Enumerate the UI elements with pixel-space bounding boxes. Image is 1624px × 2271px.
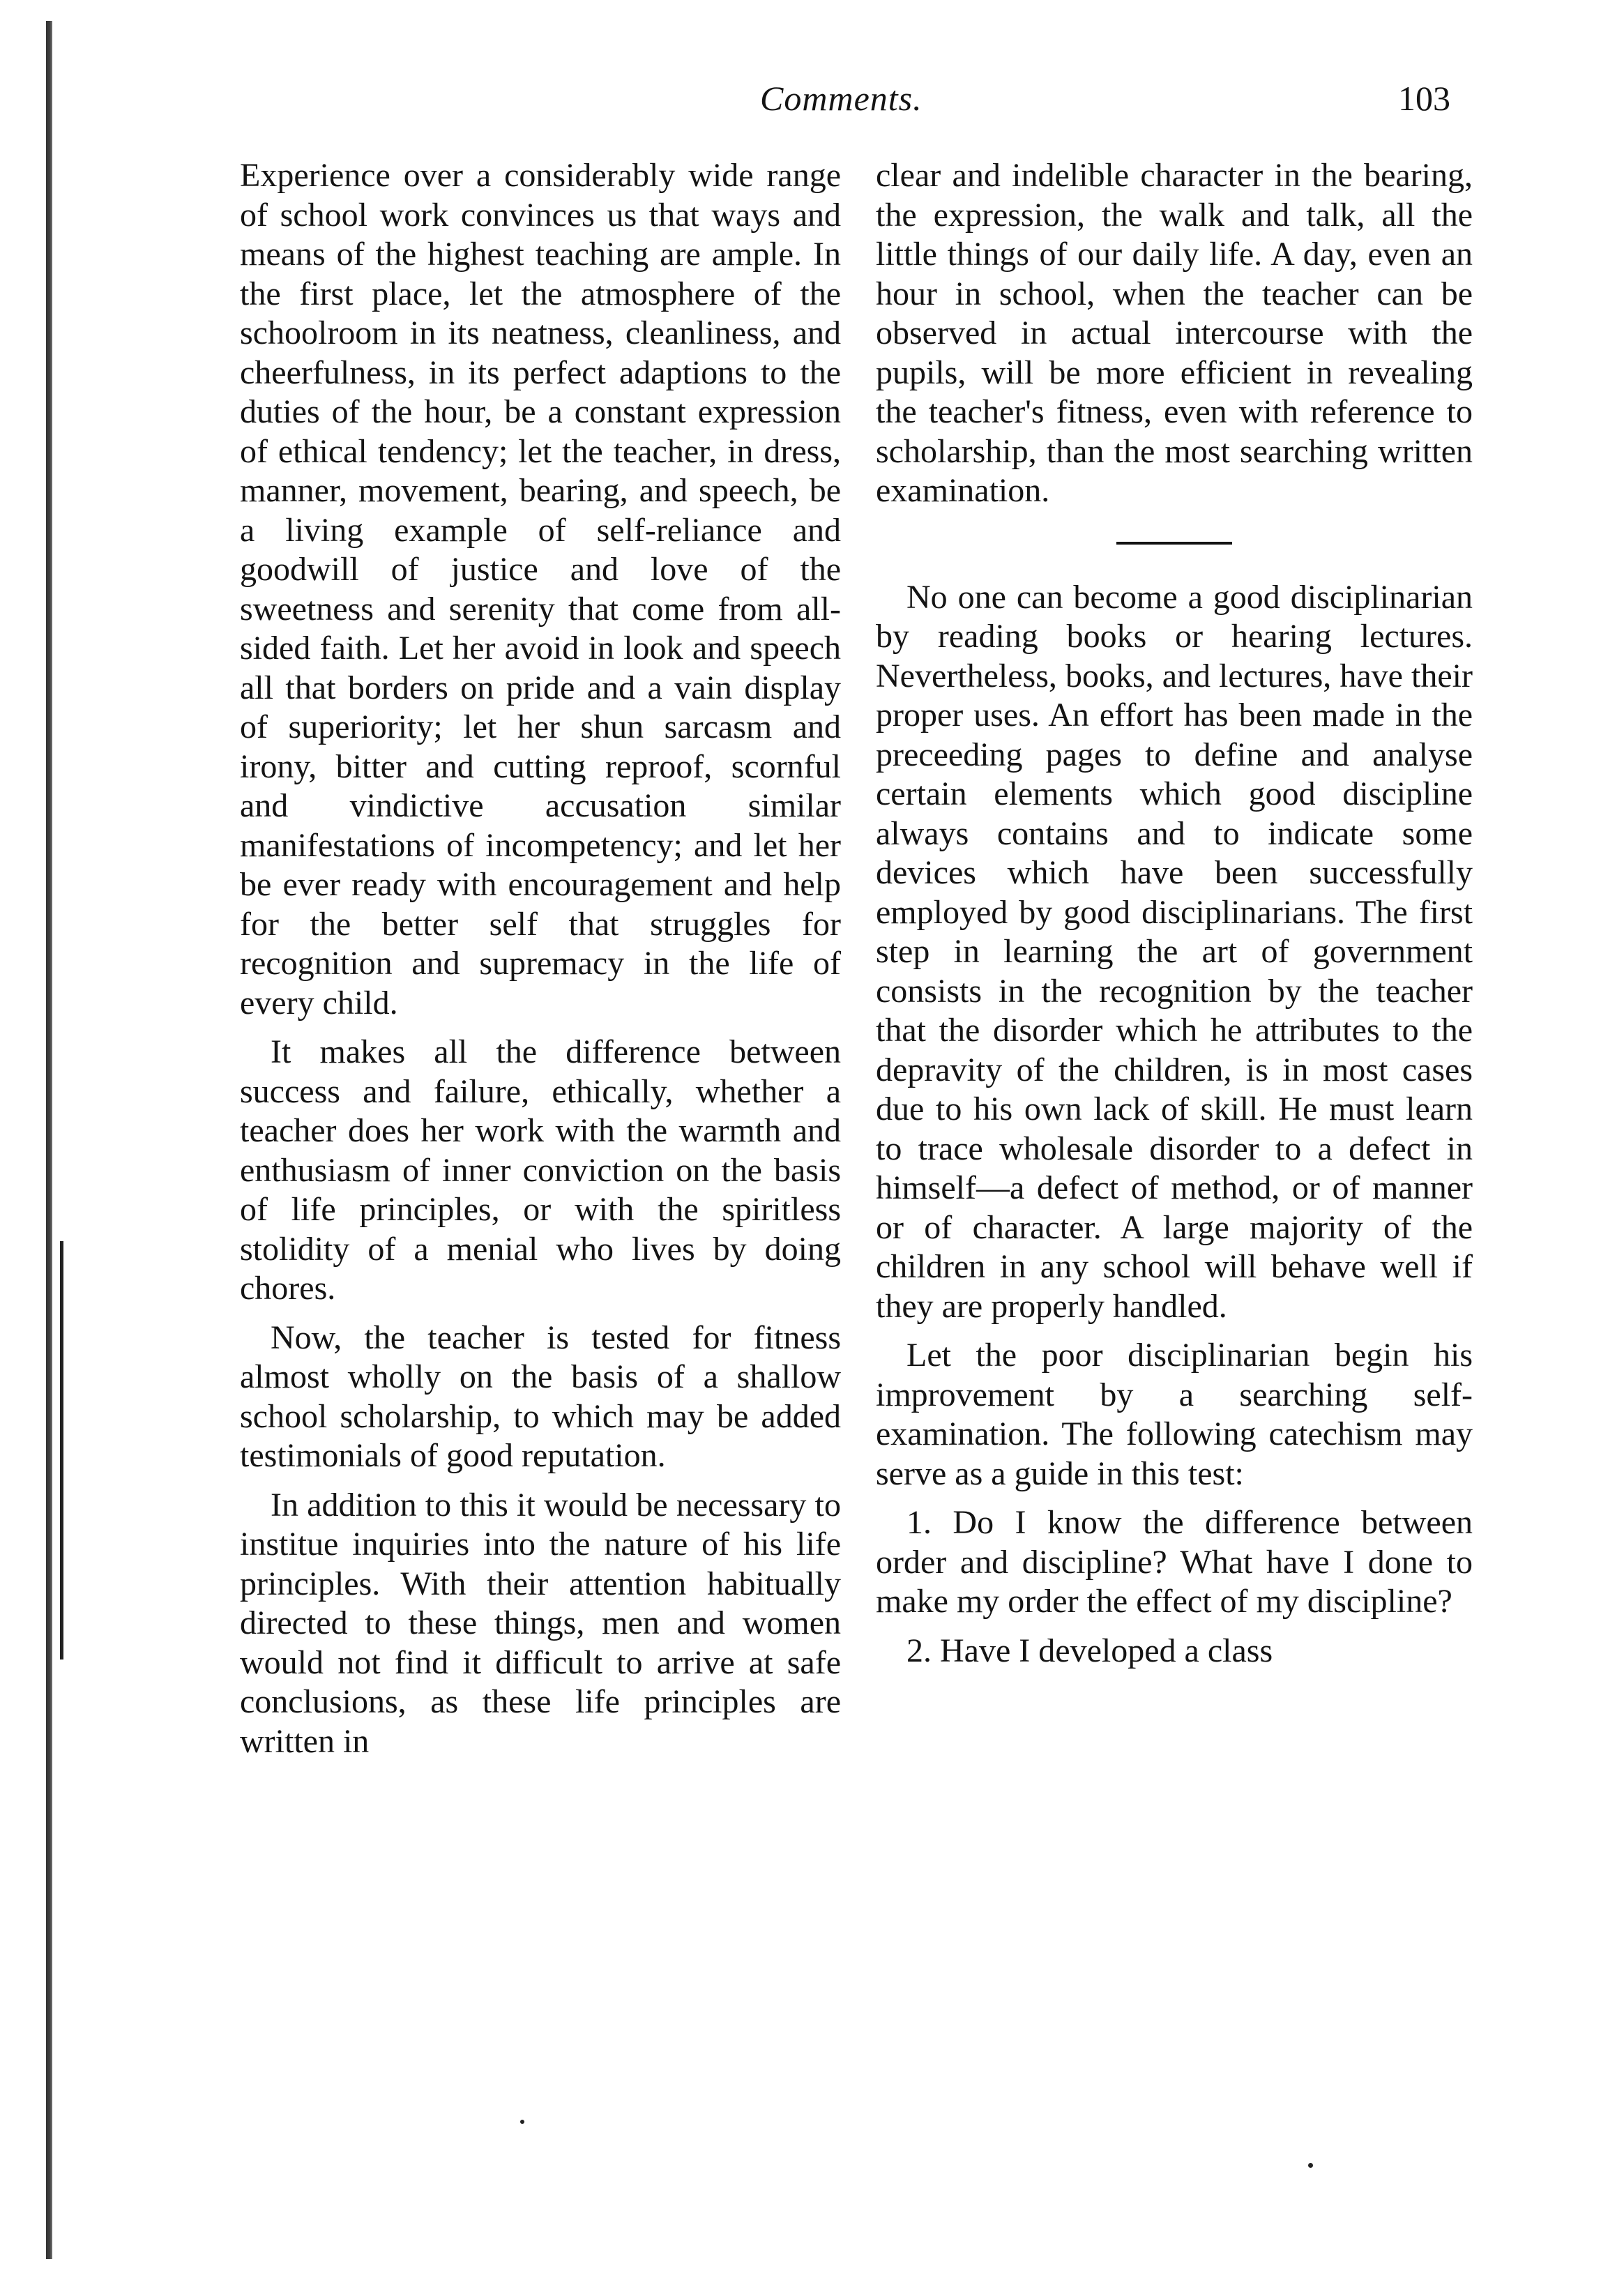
left-column: [240, 156, 841, 1771]
right-paragraph-1: No one can become a good disciplinarian by reading books or hearing lectures. Nevertheless, books, and lectures, have their proper uses. An effort has been made in the preceeding pages to define and analyse certain elements which good discipline always contains and to indicate some devices which have been successfully employed by good disciplinarians. The first step in learning the art of government consists in the recognition by the teacher that the disorder which he attributes to the depravity of the children, is in most cases due to his own lack of skill. He must learn to trace wholesale disorder to a defect in himself—a defect of method, or of manner or of character. A large majority of the children in any school will behave well if they are properly handled.: [876, 578, 1473, 1325]
catechism-item-1: 1. Do I know the difference between order and discipline? What have I done to make my order the effect of my discipline?: [876, 1504, 1473, 1620]
left-paragraph-2: It makes all the difference between success and failure, ethically, whether a teacher does her work with the warmth and enthusiasm of inner conviction on the basis of life principles, or with the spiritless stolidity of a menial who lives by doing chores.: [240, 1033, 841, 1307]
binding-edge: [46, 21, 52, 2259]
page-number: 103: [1398, 79, 1450, 118]
right-column: [876, 156, 1473, 1680]
section-rule: [1116, 542, 1232, 545]
binding-edge-shadow: [60, 1241, 63, 1659]
right-paragraph-2: Let the poor disciplinarian begin his improvement by a searching self-examination. The following catechism may serve as a guide in this test:: [876, 1337, 1473, 1492]
running-head: Comments.: [760, 79, 923, 118]
right-continuation: clear and indelible character in the bearing, the expression, the walk and talk, all the little things of our daily life. A day, even an hour in school, when the teacher can be observed in actual intercourse with the pupils, will be more efficient in revealing the teacher's fitness, even with reference to scholarship, than the most searching written examination.: [876, 157, 1473, 509]
catechism-item-2: 2. Have I developed a class: [906, 1632, 1273, 1669]
left-paragraph-3: Now, the teacher is tested for fitness almost wholly on the basis of a shallow school scholarship, to which may be added testimonials of good reputation.: [240, 1319, 841, 1474]
left-paragraph-1: Experience over a considerably wide range of school work convinces us that ways and means of the highest teaching are ample. In the first place, let the atmosphere of the schoolroom in its neatness, cleanliness, and cheerfulness, in its perfect adaptions to the duties of the hour, be a constant expression of ethical tendency; let the teacher, in dress, manner, movement, bearing, and speech, be a living example of self-reliance and goodwill of justice and love of the sweetness and serenity that come from all-sided faith. Let her avoid in look and speech all that borders on pride and a vain display of superiority; let her shun sarcasm and irony, bitter and cutting reproof, scornful and vindictive accusation similar manifestations of incompetency; and let her be ever ready with encouragement and help for the better self that struggles for recognition and supremacy in the life of every child.: [240, 157, 841, 1021]
page-header: [237, 78, 1450, 134]
scan-speck: [1308, 2163, 1313, 2168]
left-paragraph-4: In addition to this it would be necessary to institue inquiries into the nature of his life principles. With their attention habitually directed to these things, men and women would not find it difficult to arrive at safe conclusions, as these life principles are written in: [240, 1486, 841, 1760]
scan-speck: [520, 2120, 524, 2124]
